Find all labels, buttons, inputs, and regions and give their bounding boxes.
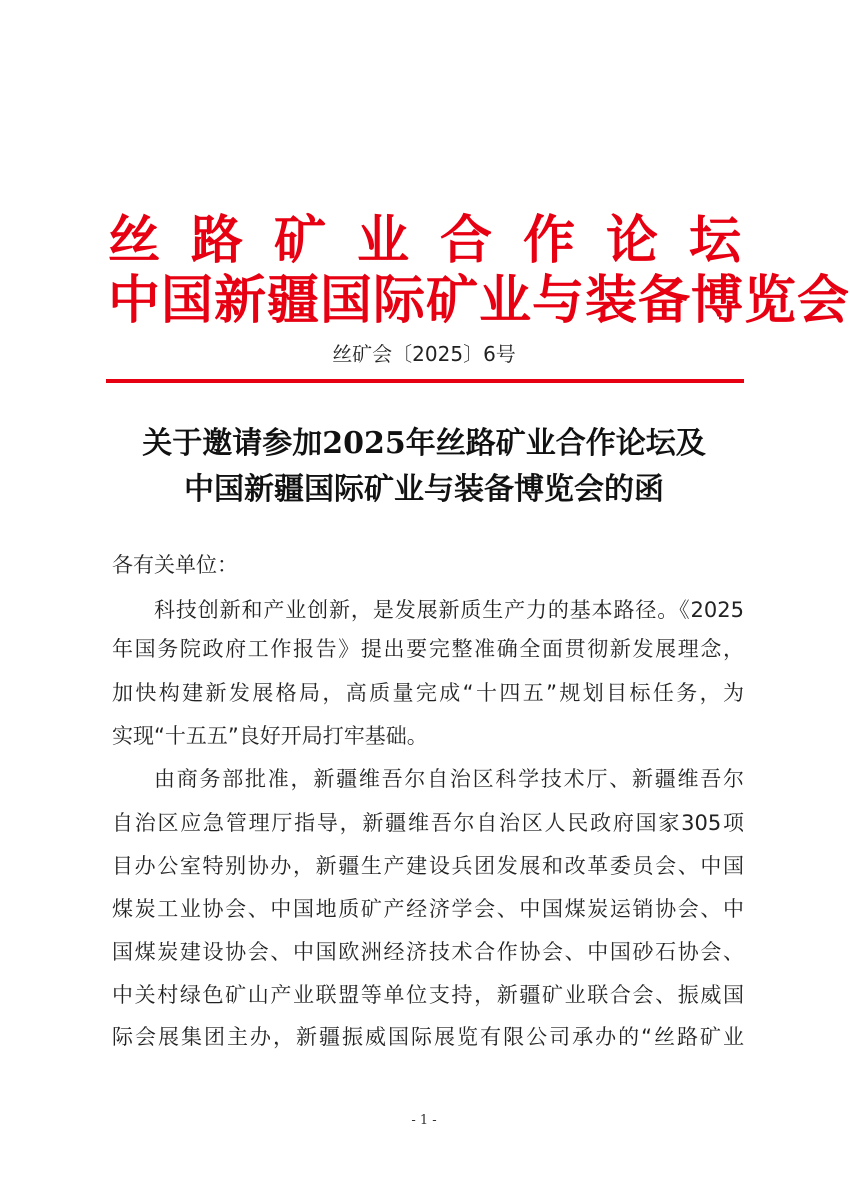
header-title-line1: 丝路矿业合作论坛 xyxy=(108,210,773,271)
paragraph2-line: 由商务部批准，新疆维吾尔自治区科学技术厅、新疆维吾尔 xyxy=(154,767,744,791)
paragraph2-line: 煤炭工业协会、中国地质矿产经济学会、中国煤炭运销协会、中 xyxy=(112,897,744,921)
paragraph2-line: 际会展集团主办，新疆振威国际展览有限公司承办的“丝路矿业 xyxy=(112,1025,744,1049)
paragraph2-line: 国煤炭建设协会、中国欧洲经济技术合作协会、中国砂石协会、 xyxy=(112,940,744,964)
page-number: - 1 - xyxy=(411,1113,437,1128)
paragraph1-line: 科技创新和产业创新，是发展新质生产力的基本路径。《2025 xyxy=(154,598,744,622)
header-title-line2: 中国新疆国际矿业与装备博览会 xyxy=(108,270,850,331)
red-divider-line xyxy=(106,379,744,383)
letter-title-line1: 关于邀请参加2025年丝路矿业合作论坛及 xyxy=(142,426,706,461)
paragraph2-line: 目办公室特别协办，新疆生产建设兵团发展和改革委员会、中国 xyxy=(112,854,744,878)
paragraph2-line: 中关村绿色矿山产业联盟等单位支持，新疆矿业联合会、振威国 xyxy=(112,983,744,1007)
paragraph1-line: 实现“十五五”良好开局打牢基础。 xyxy=(112,724,428,748)
paragraph2-line: 自治区应急管理厅指导，新疆维吾尔自治区人民政府国家305项 xyxy=(112,811,744,835)
letter-title-line2: 中国新疆国际矿业与装备博览会的函 xyxy=(184,472,664,507)
document-number: 丝矿会〔2025〕6号 xyxy=(332,342,516,366)
paragraph1-line: 加快构建新发展格局，高质量完成“十四五”规划目标任务，为 xyxy=(112,681,744,705)
salutation: 各有关单位： xyxy=(112,553,238,577)
paragraph1-line: 年国务院政府工作报告》提出要完整准确全面贯彻新发展理念， xyxy=(112,637,744,661)
